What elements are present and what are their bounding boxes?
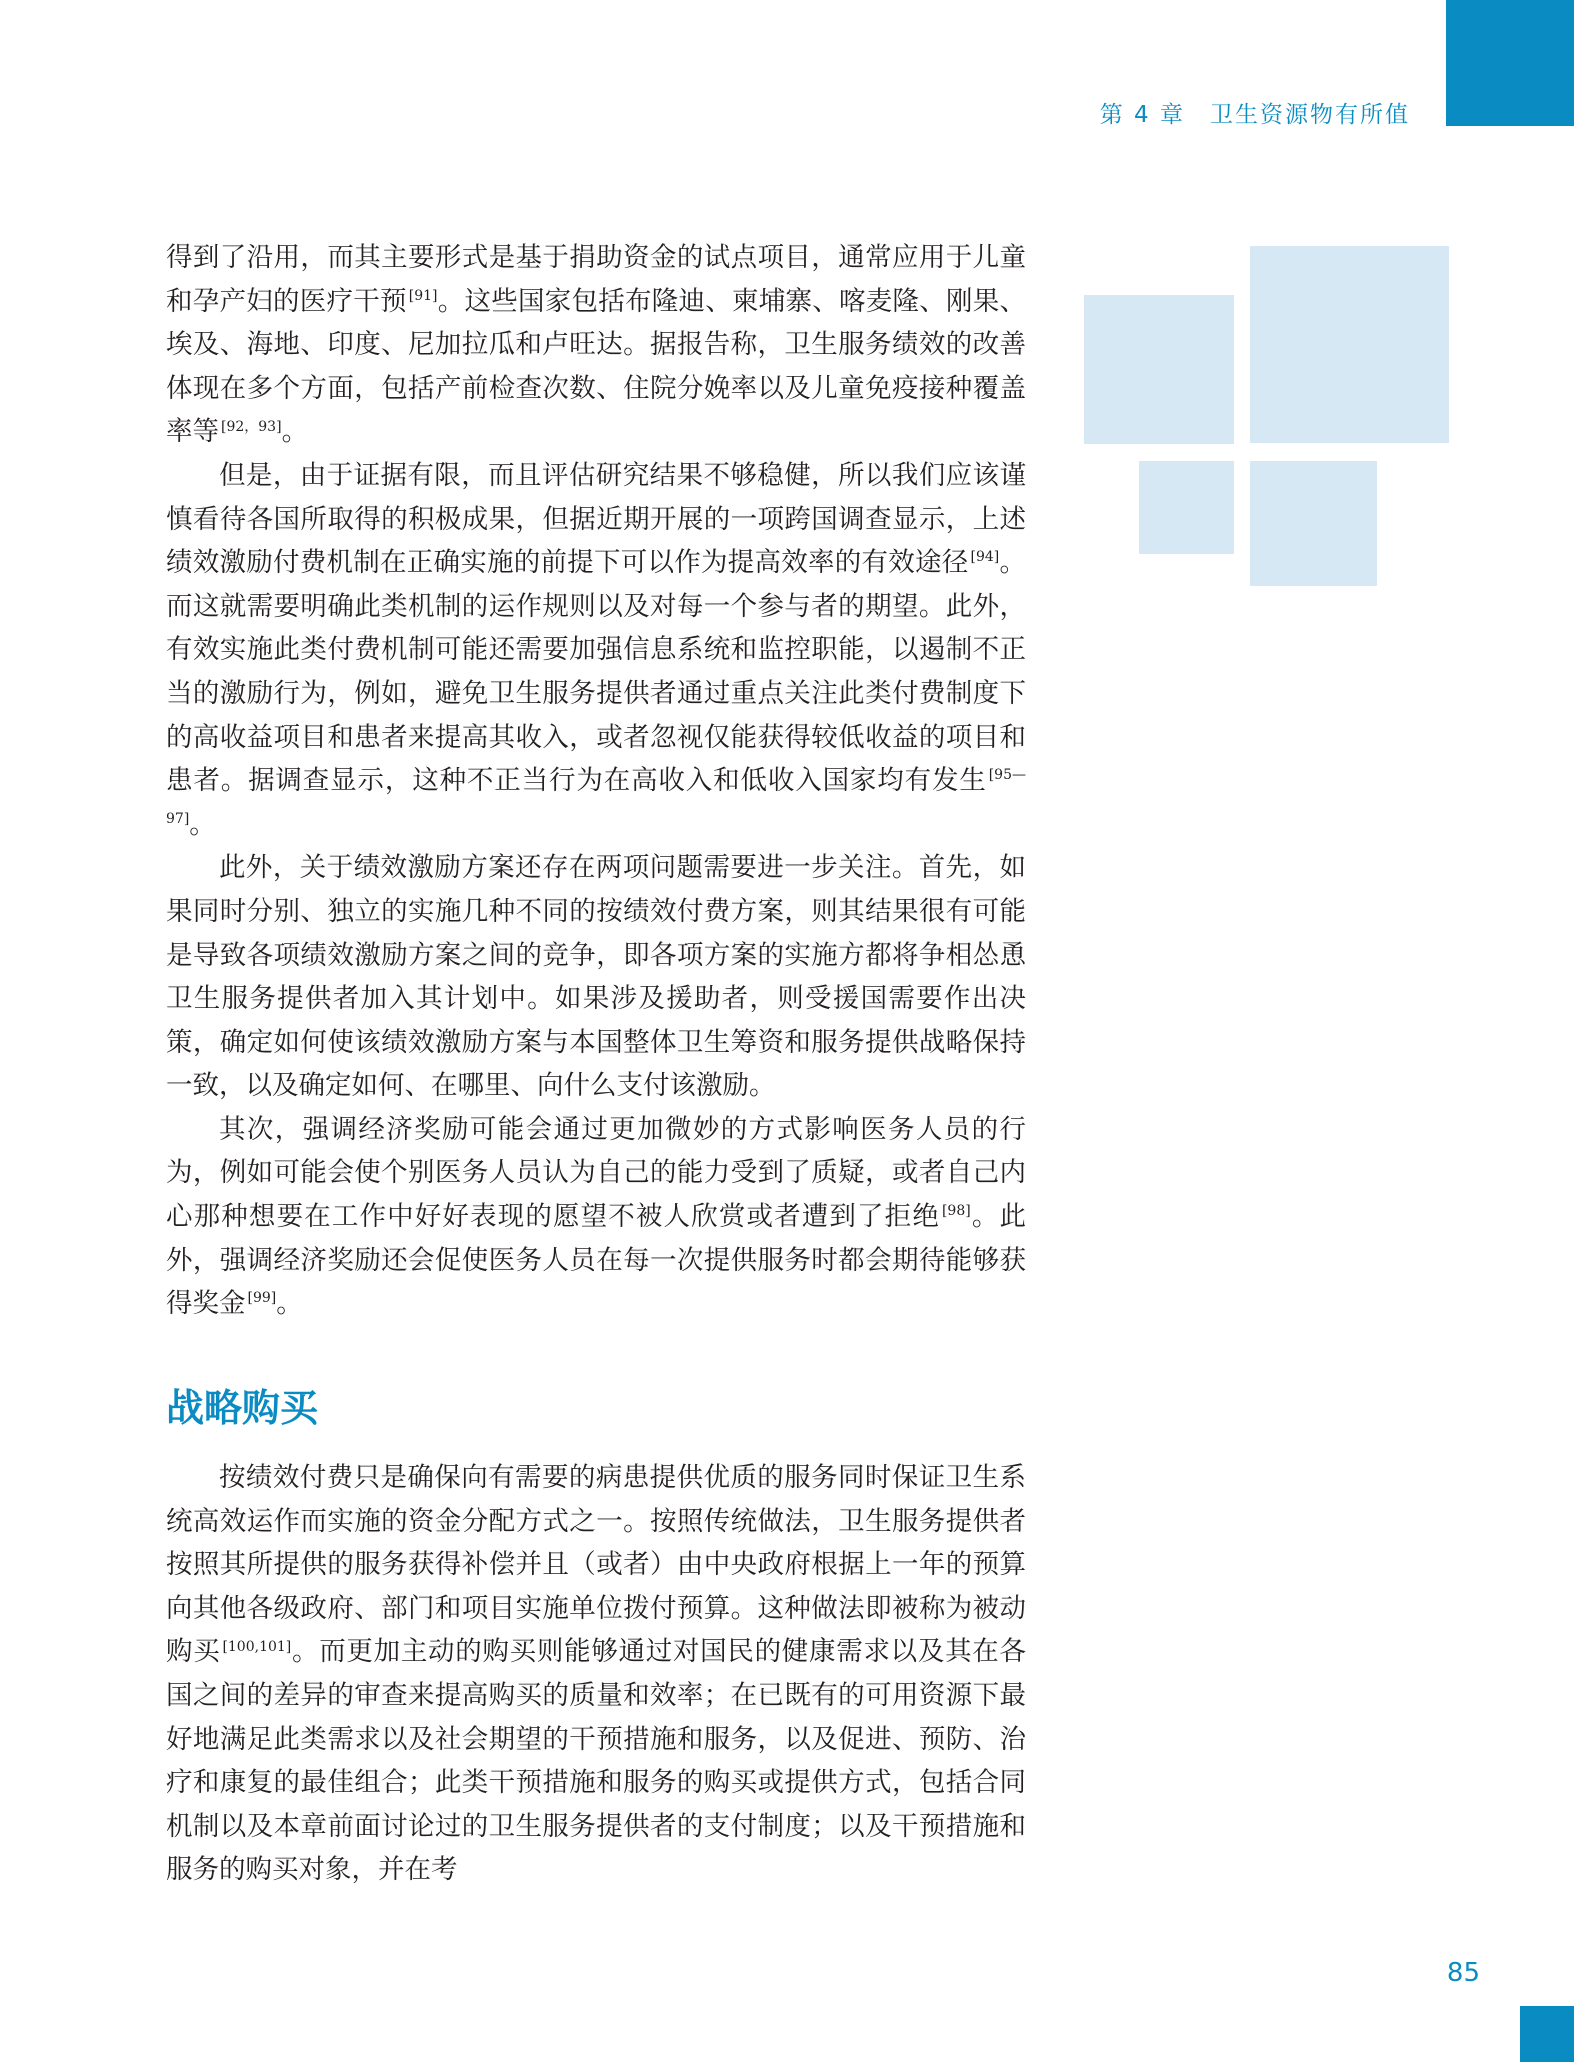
citation-ref: [99]	[247, 1290, 277, 1307]
section-title: 战略购买	[166, 1386, 319, 1430]
page-number: 85	[1446, 1958, 1480, 1988]
top-corner-block	[1446, 0, 1574, 126]
decorative-square-large	[1250, 246, 1449, 443]
citation-ref: [91]	[408, 287, 438, 304]
paragraph: 但是，由于证据有限，而且评估研究结果不够稳健，所以我们应该谨慎看待各国所取得的积极成果，但据近期开展的一项跨国调查显示，上述绩效激励付费机制在正确实施的前提下可以作为提高效率的有效途径 [94]。而这就需要明确此类机制的运作规则以及对每一个参与者的期望。此外，有效实施此类付费机制可能还需要加强信息系统和监控职能，以遏制不正当的激励行为，例如，避免卫生服务提供者通过重点关注此类付费制度下的高收益项目和患者来提高其收入，或者忽视仅能获得较低收益的项目和患者。据调查显示，这种不正当行为在高收入和低收入国家均有发生 [95—97]。	[166, 459, 1026, 840]
paragraph: 按绩效付费只是确保向有需要的病患提供优质的服务同时保证卫生系统高效运作而实施的资金分配方式之一。按照传统做法，卫生服务提供者按照其所提供的服务获得补偿并且（或者）由中央政府根据上一年的预算向其他各级政府、部门和项目实施单位拨付预算。这种做法即被称为被动购买 [100,101]。而更加主动的购买则能够通过对国民的健康需求以及其在各国之间的差异的审查来提高购买的质量和效率；在已既有的可用资源下最好地满足此类需求以及社会期望的干预措施和服务，以及促进、预防、治疗和康复的最佳组合；此类干预措施和服务的购买或提供方式，包括合同机制以及本章前面讨论过的卫生服务提供者的支付制度；以及干预措施和服务的购买对象，并在考	[166, 1462, 1027, 1886]
section2-text	[166, 1456, 1026, 1892]
decorative-square-lower	[1250, 461, 1377, 586]
paragraph: 其次，强调经济奖励可能会通过更加微妙的方式影响医务人员的行为，例如可能会使个别医务人员认为自己的能力受到了质疑，或者自己内心那种想要在工作中好好表现的愿望不被人欣赏或者遭到了拒绝 [98]。此外，强调经济奖励还会促使医务人员在每一次提供服务时都会期待能够获得奖金 [99]。	[166, 1113, 1027, 1320]
bottom-corner-block	[1520, 2006, 1574, 2062]
decorative-square-medium	[1084, 295, 1234, 444]
chapter-header: 第 4 章 卫生资源物有所值	[1099, 102, 1410, 128]
paragraph: 此外，关于绩效激励方案还存在两项问题需要进一步关注。首先，如果同时分别、独立的实施几种不同的按绩效付费方案，则其结果很有可能是导致各项绩效激励方案之间的竞争，即各项方案的实施方都将争相怂恿卫生服务提供者加入其计划中。如果涉及援助者，则受援国需要作出决策，确定如何使该绩效激励方案与本国整体卫生筹资和服务提供战略保持一致，以及确定如何、在哪里、向什么支付该激励。	[166, 852, 1026, 1102]
decorative-square-small	[1139, 461, 1234, 554]
citation-ref: [98]	[941, 1203, 971, 1220]
citation-ref: [95—97]	[166, 767, 1026, 827]
citation-ref: [100,101]	[222, 1638, 292, 1655]
citation-ref: [94]	[970, 549, 1000, 566]
citation-ref: [92，93]	[221, 418, 282, 435]
paragraph: 得到了沿用，而其主要形式是基于捐助资金的试点项目，通常应用于儿童和孕产妇的医疗干预 [91]。这些国家包括布隆迪、柬埔寨、喀麦隆、刚果、埃及、海地、印度、尼加拉瓜和卢旺达。据报告称，卫生服务绩效的改善体现在多个方面，包括产前检查次数、住院分娩率以及儿童免疫接种覆盖率等 [92，93]。	[166, 242, 1026, 448]
section1-text	[166, 236, 1026, 1326]
